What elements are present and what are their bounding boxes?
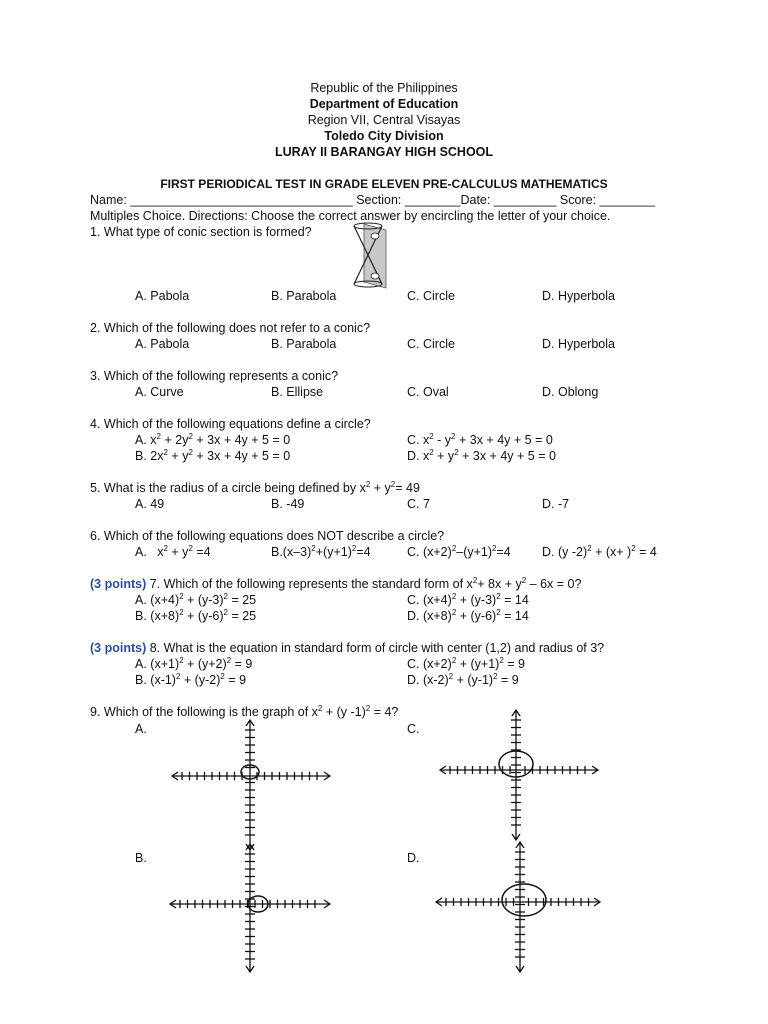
question-5: 5. What is the radius of a circle being defined by $x^2 + y^2= 49$ [90, 480, 420, 495]
q8-text: 8. What is the equation in standard form of circle with center (1,2) and radius of 3? [149, 641, 605, 655]
question-1: 1. What type of conic section is formed? [90, 225, 312, 239]
q6-option-d[interactable]: D. (y $-2)^2 + (x+ )^2 = 4$ [542, 544, 657, 559]
header-republic: Republic of the Philippines [310, 81, 458, 95]
header-department: Department of Education [309, 97, 459, 111]
q2-option-b[interactable]: B. Parabola [271, 337, 337, 351]
q1-option-b[interactable]: B. Parabola [271, 289, 337, 303]
q6-option-a[interactable]: A. $x^2 + y^2 =4$ [135, 544, 211, 559]
question-9: 9. Which of the following is the graph of $x^2 + (y$ -1)$^2$ = 4? [90, 704, 399, 719]
q9-option-b[interactable]: B. [135, 851, 147, 865]
q5-option-c[interactable]: C. 7 [407, 497, 430, 511]
question-7: (3 points) 7. Which of the following represents the standard form of $x^2+ 8x + y^2 - 6x = 0$? [90, 576, 582, 591]
q3-option-c[interactable]: C. Oval [407, 385, 449, 399]
q7-points-label: (3 points) [90, 577, 147, 591]
q9-option-d[interactable]: D. [407, 851, 420, 865]
question-3: 3. Which of the following represents a conic? [90, 369, 339, 383]
q8-option-d[interactable]: D. $(x-2)^2 + (y-1)^2 = 9$ [407, 672, 519, 687]
q2-option-a[interactable]: A. Pabola [135, 337, 190, 351]
question-2: 2. Which of the following does not refer to a conic? [90, 321, 371, 335]
graph-option-c[interactable] [430, 700, 610, 840]
question-4: 4. Which of the following equations define a circle? [90, 417, 371, 431]
q7-option-d[interactable]: D. $(x+8)^2 + (y-6)^2 = 14$ [407, 608, 529, 623]
q7-option-c[interactable]: C. $(x+4)^2 + (y-3)^2 = 14$ [407, 592, 529, 607]
graph-option-b[interactable] [160, 834, 340, 974]
q2-option-d[interactable]: D. Hyperbola [542, 337, 615, 351]
q8-option-b[interactable]: B. $(x-1)^2 + (y-2)^2 = 9$ [135, 672, 247, 687]
graph-option-a[interactable] [160, 710, 340, 850]
q4-option-c[interactable]: C. $x^2 - y^2 + 3x + 4y + 5 = 0$ [407, 432, 553, 447]
q3-option-b[interactable]: B. Ellipse [271, 385, 324, 399]
q1-option-c[interactable]: C. Circle [407, 289, 455, 303]
q3-option-a[interactable]: A. Curve [135, 385, 184, 399]
question-6: 6. Which of the following equations does NOT describe a circle? [90, 529, 445, 543]
circle-curve [502, 884, 546, 916]
q8-option-c[interactable]: C. $(x+2)^2 + (y+1)^2 = 9$ [407, 656, 525, 671]
axes [172, 720, 330, 850]
q1-option-a[interactable]: A. Pabola [135, 289, 190, 303]
q7-option-b[interactable]: B. $(x+8)^2 + (y-6)^2 = 25$ [135, 608, 257, 623]
header-division: Toledo City Division [324, 129, 444, 143]
q4-option-d[interactable]: D. $x^2 + y^2 + 3x + 4y + 5 = 0$ [407, 448, 556, 463]
axes [436, 842, 600, 972]
question-8 [90, 640, 604, 656]
q3-option-d[interactable]: D. Oblong [542, 385, 599, 399]
q4-option-b[interactable]: B. $2x^2 + y^2 + 3x + 4y + 5 = 0$ [135, 448, 291, 463]
test-title: FIRST PERIODICAL TEST IN GRADE ELEVEN PRE-CALCULUS MATHEMATICS [160, 177, 608, 191]
axes [440, 710, 598, 840]
header-school: LURAY II BARANGAY HIGH SCHOOL [274, 145, 494, 159]
q5-option-a[interactable]: A. 49 [135, 497, 165, 511]
q8-points-label: (3 points) [90, 641, 147, 655]
q7-option-a[interactable]: A. $(x+4)^2 + (y-3)^2 = 25$ [135, 592, 257, 607]
cone-image [346, 222, 390, 290]
name-section-line: Name: ________________________________ Section: ________Date: _________ Score: ________ [90, 193, 656, 207]
q2-option-c[interactable]: C. Circle [407, 337, 455, 351]
q9-option-a[interactable]: A. [135, 722, 147, 736]
directions: Multiples Choice. Directions: Choose the correct answer by encircling the letter of your choice. [90, 209, 611, 223]
header-region: Region VII, Central Visayas [307, 113, 461, 127]
q9-option-c[interactable]: C. [407, 722, 420, 736]
graph-option-d[interactable] [430, 834, 610, 974]
q1-option-d[interactable]: D. Hyperbola [542, 289, 615, 303]
q5-option-b[interactable]: B. -49 [271, 497, 305, 511]
q6-option-b[interactable]: $B.(x-3)^2+(y+1)^2=4$ [271, 544, 371, 559]
q4-option-a[interactable]: A. $x^2 + 2y^2 + 3x + 4y + 5 = 0$ [135, 432, 291, 447]
q6-option-c[interactable]: C. $(x+2)^2-(y+1)^2=4$ [407, 544, 511, 559]
q5-option-d[interactable]: D. -7 [542, 497, 570, 511]
q8-option-a[interactable]: A. $(x+1)^2 + (y+2)^2 = 9$ [135, 656, 253, 671]
